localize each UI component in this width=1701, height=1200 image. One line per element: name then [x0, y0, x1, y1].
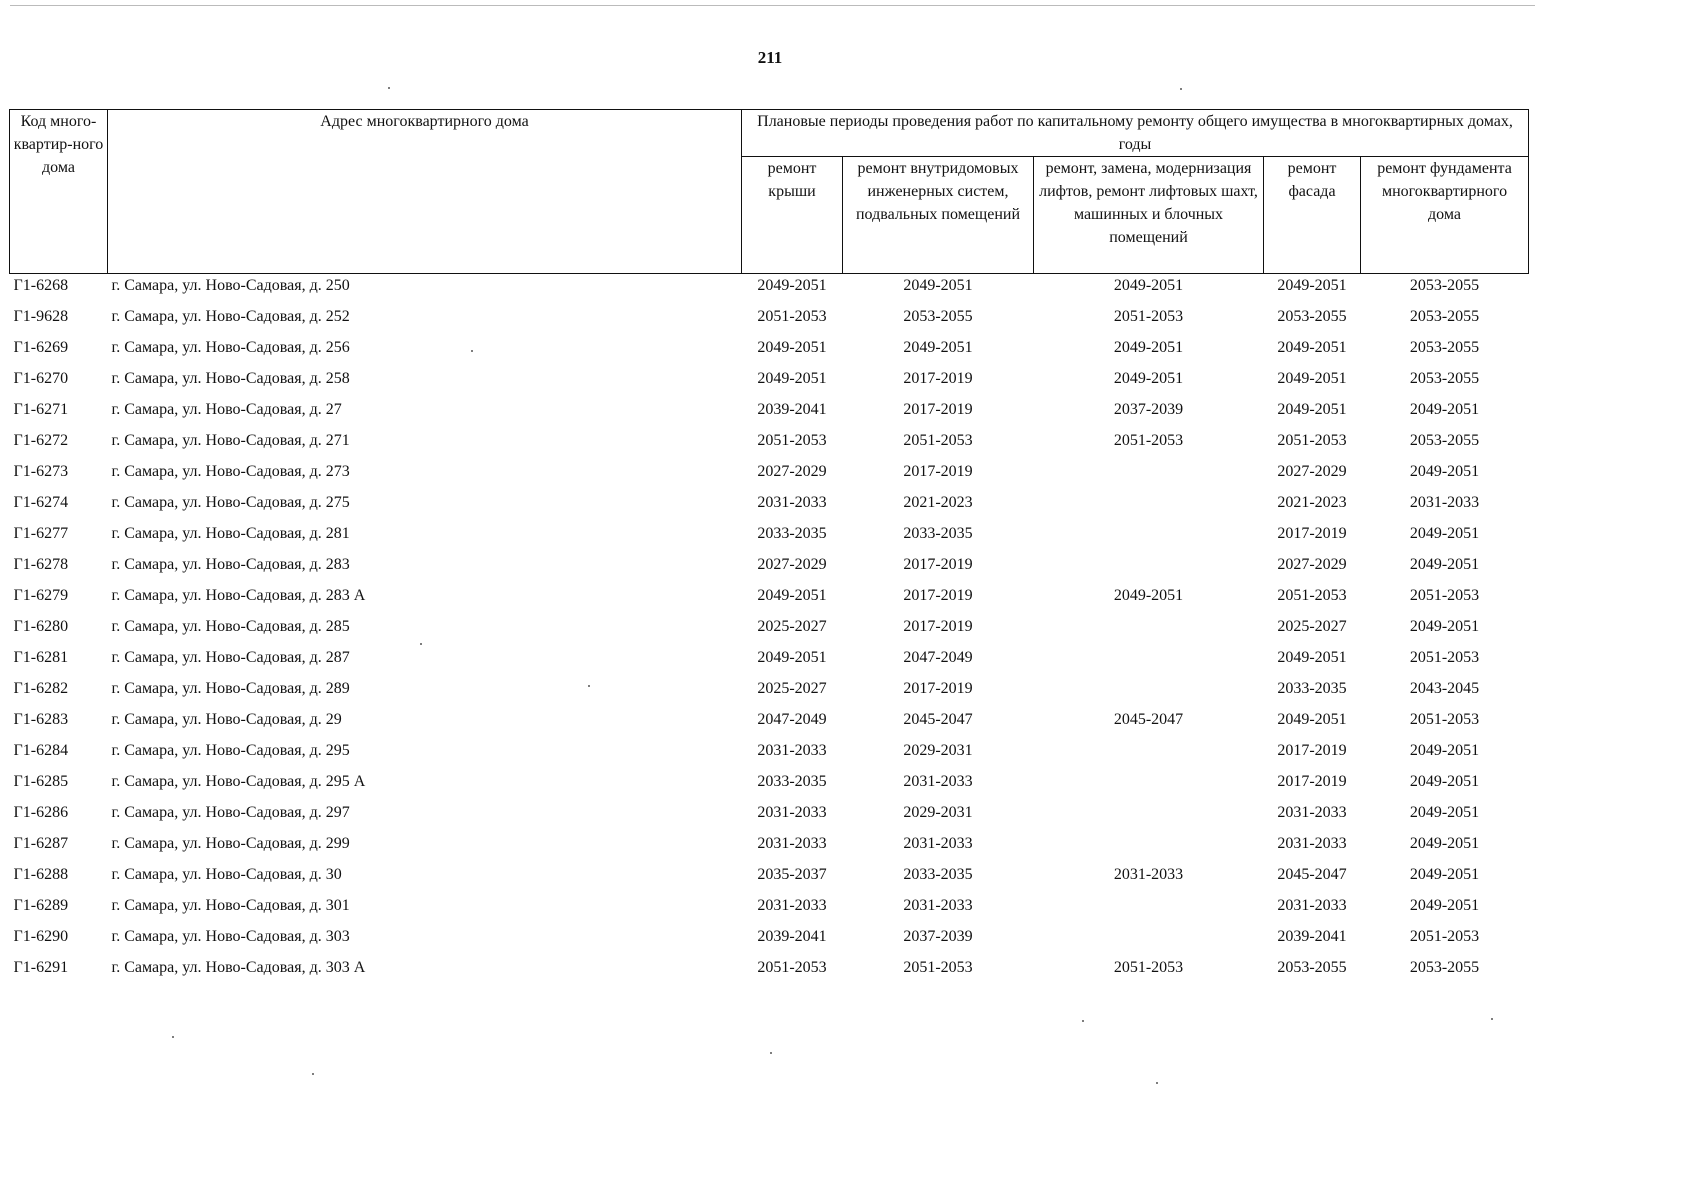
cell-address: г. Самара, ул. Ново-Садовая, д. 301	[111, 897, 350, 914]
cell-facade: 2027-2029	[1277, 556, 1347, 573]
cell-foundation: 2051-2053	[1409, 649, 1480, 666]
header-lifts: ремонт, замена, модернизация лифтов, ремонт лифтовых шахт, машинных и блочных помещений	[1034, 157, 1264, 274]
cell-code: Г1-6270	[13, 370, 69, 387]
cell-facade: 2049-2051	[1277, 339, 1347, 356]
cell-roof: 2031-2033	[757, 897, 827, 914]
cell-address: г. Самара, ул. Ново-Садовая, д. 303 А	[111, 959, 366, 976]
scan-speck	[770, 1052, 772, 1054]
page-number: 211	[757, 48, 783, 67]
cell-roof: 2051-2053	[757, 959, 827, 976]
cell-foundation: 2053-2055	[1409, 370, 1480, 387]
cell-lifts	[1034, 925, 1264, 956]
cell-roof: 2027-2029	[757, 463, 827, 480]
cell-address: г. Самара, ул. Ново-Садовая, д. 30	[111, 866, 342, 883]
cell-roof: 2027-2029	[757, 556, 827, 573]
cell-lifts	[1034, 739, 1264, 770]
cell-facade: 2033-2035	[1277, 680, 1347, 697]
cell-code: Г1-6274	[13, 494, 69, 511]
cell-foundation: 2053-2055	[1409, 432, 1480, 449]
cell-systems: 2017-2019	[903, 618, 973, 635]
cell-address: г. Самара, ул. Ново-Садовая, д. 295 А	[111, 773, 366, 790]
cell-roof: 2025-2027	[757, 618, 827, 635]
cell-address: г. Самара, ул. Ново-Садовая, д. 283	[111, 556, 350, 573]
cell-roof: 2049-2051	[757, 370, 827, 387]
table-row	[10, 429, 1529, 460]
cell-systems: 2017-2019	[903, 680, 973, 697]
cell-lifts	[1034, 553, 1264, 584]
cell-address: г. Самара, ул. Ново-Садовая, д. 287	[111, 649, 350, 666]
cell-foundation: 2053-2055	[1409, 308, 1480, 325]
cell-foundation: 2051-2053	[1409, 928, 1480, 945]
cell-code: Г1-6281	[13, 649, 69, 666]
cell-facade: 2025-2027	[1277, 618, 1347, 635]
cell-address: г. Самара, ул. Ново-Садовая, д. 271	[111, 432, 350, 449]
cell-lifts	[1034, 615, 1264, 646]
cell-lifts: 2051-2053	[1113, 432, 1184, 449]
cell-address: г. Самара, ул. Ново-Садовая, д. 252	[111, 308, 350, 325]
document-body	[9, 109, 1528, 987]
cell-systems: 2021-2023	[903, 494, 973, 511]
cell-code: Г1-6288	[13, 866, 69, 883]
cell-systems: 2047-2049	[903, 649, 973, 666]
cell-address: г. Самара, ул. Ново-Садовая, д. 281	[111, 525, 350, 542]
cell-foundation: 2051-2053	[1409, 711, 1480, 728]
cell-facade: 2049-2051	[1277, 401, 1347, 418]
cell-address: г. Самара, ул. Ново-Садовая, д. 258	[111, 370, 350, 387]
cell-systems: 2031-2033	[903, 897, 973, 914]
scan-top-rule	[10, 5, 1535, 6]
cell-code: Г1-6284	[13, 742, 69, 759]
cell-code: Г1-6286	[13, 804, 69, 821]
table-row	[10, 677, 1529, 708]
table-row	[10, 832, 1529, 863]
cell-systems: 2017-2019	[903, 370, 973, 387]
cell-foundation: 2049-2051	[1409, 618, 1480, 635]
cell-foundation: 2049-2051	[1409, 401, 1480, 418]
cell-facade: 2027-2029	[1277, 463, 1347, 480]
cell-foundation: 2049-2051	[1409, 835, 1480, 852]
cell-code: Г1-6285	[13, 773, 69, 790]
cell-roof: 2049-2051	[757, 587, 827, 604]
cell-facade: 2053-2055	[1277, 959, 1347, 976]
cell-address: г. Самара, ул. Ново-Садовая, д. 295	[111, 742, 350, 759]
cell-facade: 2021-2023	[1277, 494, 1347, 511]
cell-code: Г1-6269	[13, 339, 69, 356]
cell-roof: 2035-2037	[757, 866, 827, 883]
cell-lifts	[1034, 522, 1264, 553]
cell-systems: 2017-2019	[903, 556, 973, 573]
cell-code: Г1-6272	[13, 432, 69, 449]
scan-speck	[388, 87, 390, 89]
table-row	[10, 367, 1529, 398]
cell-lifts	[1034, 832, 1264, 863]
cell-lifts: 2049-2051	[1113, 339, 1184, 356]
cell-address: г. Самара, ул. Ново-Садовая, д. 303	[111, 928, 350, 945]
cell-lifts	[1034, 646, 1264, 677]
cell-roof: 2039-2041	[757, 401, 827, 418]
cell-code: Г1-6290	[13, 928, 69, 945]
cell-code: Г1-6283	[13, 711, 69, 728]
cell-lifts: 2031-2033	[1113, 866, 1184, 883]
table-body	[10, 274, 1529, 988]
header-address: Адрес многоквартирного дома	[108, 110, 742, 274]
cell-roof: 2049-2051	[757, 339, 827, 356]
cell-systems: 2051-2053	[903, 432, 973, 449]
scan-speck	[1491, 1018, 1493, 1020]
cell-systems: 2017-2019	[903, 463, 973, 480]
cell-address: г. Самара, ул. Ново-Садовая, д. 283 А	[111, 587, 366, 604]
cell-lifts	[1034, 801, 1264, 832]
cell-code: Г1-6289	[13, 897, 69, 914]
cell-facade: 2049-2051	[1277, 649, 1347, 666]
cell-address: г. Самара, ул. Ново-Садовая, д. 273	[111, 463, 350, 480]
cell-facade: 2049-2051	[1277, 370, 1347, 387]
cell-foundation: 2049-2051	[1409, 463, 1480, 480]
cell-roof: 2025-2027	[757, 680, 827, 697]
cell-foundation: 2031-2033	[1409, 494, 1480, 511]
cell-systems: 2031-2033	[903, 835, 973, 852]
header-code: Код много-квартир-ного дома	[10, 110, 108, 274]
cell-facade: 2049-2051	[1277, 711, 1347, 728]
cell-foundation: 2043-2045	[1409, 680, 1480, 697]
cell-roof: 2039-2041	[757, 928, 827, 945]
table-row	[10, 522, 1529, 553]
cell-systems: 2033-2035	[903, 866, 973, 883]
cell-lifts	[1034, 491, 1264, 522]
table-row	[10, 708, 1529, 739]
cell-lifts	[1034, 677, 1264, 708]
scan-speck	[420, 643, 422, 645]
cell-code: Г1-6277	[13, 525, 69, 542]
table-row	[10, 770, 1529, 801]
cell-facade: 2031-2033	[1277, 804, 1347, 821]
cell-systems: 2017-2019	[903, 587, 973, 604]
table-row	[10, 398, 1529, 429]
cell-lifts: 2049-2051	[1113, 587, 1184, 604]
scan-speck	[588, 685, 590, 687]
cell-foundation: 2053-2055	[1409, 959, 1480, 976]
table-row	[10, 646, 1529, 677]
table-row	[10, 336, 1529, 367]
cell-code: Г1-6282	[13, 680, 69, 697]
scan-speck	[312, 1073, 314, 1075]
cell-foundation: 2049-2051	[1409, 742, 1480, 759]
cell-roof: 2051-2053	[757, 432, 827, 449]
cell-facade: 2053-2055	[1277, 308, 1347, 325]
cell-address: г. Самара, ул. Ново-Садовая, д. 299	[111, 835, 350, 852]
cell-roof: 2049-2051	[757, 649, 827, 666]
cell-systems: 2029-2031	[903, 804, 973, 821]
cell-code: Г1-6287	[13, 835, 69, 852]
cell-foundation: 2049-2051	[1409, 804, 1480, 821]
table-row	[10, 956, 1529, 987]
cell-facade: 2045-2047	[1277, 866, 1347, 883]
cell-systems: 2045-2047	[903, 711, 973, 728]
cell-systems: 2033-2035	[903, 525, 973, 542]
cell-roof: 2033-2035	[757, 525, 827, 542]
header-roof: ремонт крыши	[742, 157, 843, 274]
cell-systems: 2049-2051	[903, 277, 973, 294]
table-row	[10, 584, 1529, 615]
cell-facade: 2051-2053	[1277, 587, 1347, 604]
cell-facade: 2017-2019	[1277, 742, 1347, 759]
scan-speck	[1082, 1020, 1084, 1022]
table-row	[10, 801, 1529, 832]
cell-facade: 2049-2051	[1277, 277, 1347, 294]
table-row	[10, 491, 1529, 522]
table-row	[10, 894, 1529, 925]
cell-foundation: 2049-2051	[1409, 866, 1480, 883]
cell-lifts	[1034, 770, 1264, 801]
header-facade: ремонт фасада	[1264, 157, 1361, 274]
cell-roof: 2031-2033	[757, 494, 827, 511]
cell-address: г. Самара, ул. Ново-Садовая, д. 289	[111, 680, 350, 697]
cell-systems: 2049-2051	[903, 339, 973, 356]
cell-lifts	[1034, 894, 1264, 925]
cell-systems: 2029-2031	[903, 742, 973, 759]
cell-facade: 2039-2041	[1277, 928, 1347, 945]
table-row	[10, 863, 1529, 894]
cell-roof: 2047-2049	[757, 711, 827, 728]
cell-address: г. Самара, ул. Ново-Садовая, д. 256	[111, 339, 350, 356]
cell-foundation: 2053-2055	[1409, 277, 1480, 294]
cell-code: Г1-6273	[13, 463, 69, 480]
cell-lifts: 2049-2051	[1113, 277, 1184, 294]
cell-roof: 2031-2033	[757, 742, 827, 759]
header-foundation: ремонт фундамента многоквартирного дома	[1361, 157, 1529, 274]
cell-foundation: 2053-2055	[1409, 339, 1480, 356]
cell-facade: 2017-2019	[1277, 525, 1347, 542]
cell-systems: 2031-2033	[903, 773, 973, 790]
cell-code: Г1-6271	[13, 401, 69, 418]
cell-address: г. Самара, ул. Ново-Садовая, д. 250	[111, 277, 350, 294]
cell-code: Г1-6268	[13, 277, 69, 294]
cell-lifts: 2045-2047	[1113, 711, 1184, 728]
cell-roof: 2051-2053	[757, 308, 827, 325]
cell-address: г. Самара, ул. Ново-Садовая, д. 275	[111, 494, 350, 511]
cell-foundation: 2049-2051	[1409, 556, 1480, 573]
table-row	[10, 553, 1529, 584]
table-row	[10, 615, 1529, 646]
cell-facade: 2031-2033	[1277, 835, 1347, 852]
scan-speck	[172, 1036, 174, 1038]
cell-facade: 2031-2033	[1277, 897, 1347, 914]
scan-speck	[1156, 1082, 1158, 1084]
cell-address: г. Самара, ул. Ново-Садовая, д. 297	[111, 804, 350, 821]
scan-speck	[471, 350, 473, 352]
table-row	[10, 739, 1529, 770]
cell-roof: 2031-2033	[757, 804, 827, 821]
cell-facade: 2017-2019	[1277, 773, 1347, 790]
cell-systems: 2017-2019	[903, 401, 973, 418]
cell-code: Г1-6279	[13, 587, 69, 604]
cell-code: Г1-6278	[13, 556, 69, 573]
cell-foundation: 2049-2051	[1409, 897, 1480, 914]
cell-lifts: 2051-2053	[1113, 308, 1184, 325]
cell-code: Г1-9628	[13, 308, 69, 325]
cell-foundation: 2049-2051	[1409, 525, 1480, 542]
cell-address: г. Самара, ул. Ново-Садовая, д. 285	[111, 618, 350, 635]
cell-foundation: 2049-2051	[1409, 773, 1480, 790]
cell-lifts	[1034, 460, 1264, 491]
table-row	[10, 274, 1529, 306]
table-row	[10, 305, 1529, 336]
cell-systems: 2053-2055	[903, 308, 973, 325]
cell-roof: 2033-2035	[757, 773, 827, 790]
cell-code: Г1-6280	[13, 618, 69, 635]
cell-lifts: 2051-2053	[1113, 959, 1184, 976]
cell-lifts: 2037-2039	[1113, 401, 1184, 418]
cell-facade: 2051-2053	[1277, 432, 1347, 449]
cell-systems: 2051-2053	[903, 959, 973, 976]
repair-schedule-table	[9, 109, 1529, 987]
cell-systems: 2037-2039	[903, 928, 973, 945]
cell-address: г. Самара, ул. Ново-Садовая, д. 29	[111, 711, 342, 728]
cell-code: Г1-6291	[13, 959, 69, 976]
cell-address: г. Самара, ул. Ново-Садовая, д. 27	[111, 401, 342, 418]
table-row	[10, 460, 1529, 491]
cell-foundation: 2051-2053	[1409, 587, 1480, 604]
cell-roof: 2031-2033	[757, 835, 827, 852]
cell-roof: 2049-2051	[757, 277, 827, 294]
header-systems: ремонт внутридомовых инженерных систем, подвальных помещений	[843, 157, 1034, 274]
header-periods-group: Плановые периоды проведения работ по капитальному ремонту общего имущества в многоквартирных домах, годы	[742, 110, 1529, 157]
cell-lifts: 2049-2051	[1113, 370, 1184, 387]
scan-speck	[1180, 88, 1182, 90]
table-row	[10, 925, 1529, 956]
